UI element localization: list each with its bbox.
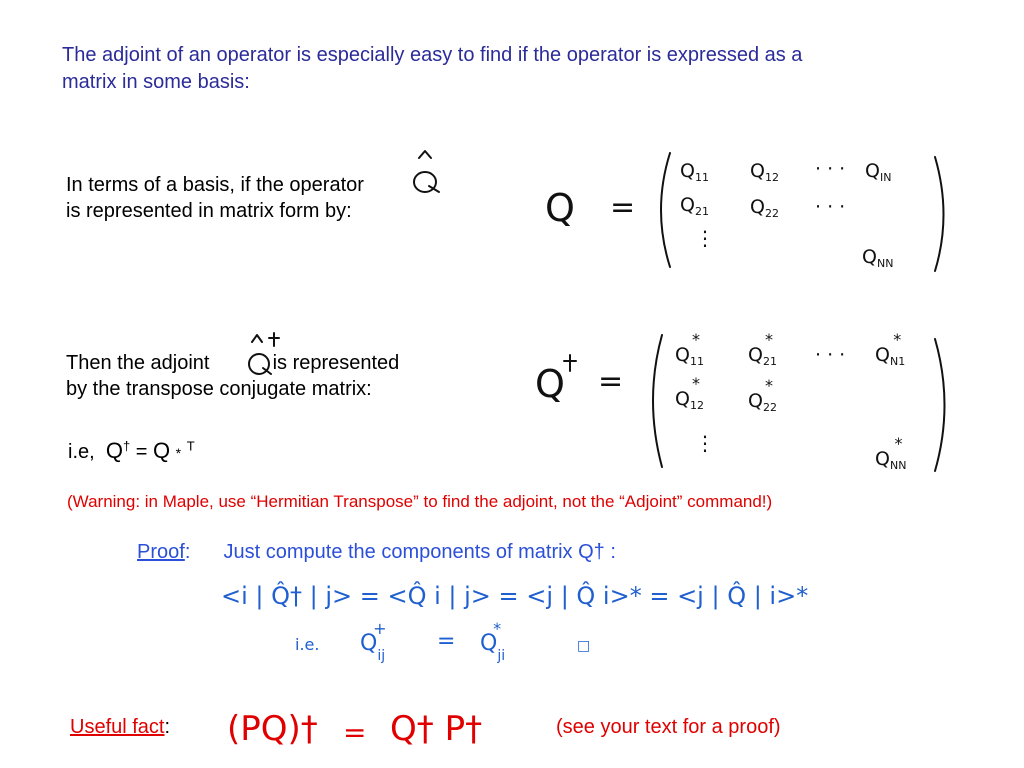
ie-transpose: T [186,438,195,454]
proof-equals: = [437,629,456,654]
entry-q22: $Q_{22}$ [750,196,779,220]
fact-equals: = [343,716,367,749]
entry-q11: $Q_{11}$ [680,160,709,184]
entry-q21: $Q_{21}$ [680,194,709,218]
entry-q21-star: $Q_{21}*$ [748,330,777,368]
proof-qdag-ij: $Q_{ij}+$ [360,619,387,664]
fact-lhs: (PQ)† [227,709,318,749]
entry-q12-star: $Q_{12}*$ [675,374,704,412]
ie-equation [68,438,195,464]
proof-label: Proof [137,541,185,563]
row2-dots: · · · [815,196,846,218]
ie-lhs: Q [105,438,123,463]
matrix-q [540,145,960,280]
ie-dagger: † [122,438,131,454]
ie-prefix: i.e, [68,441,95,463]
fact-rhs: Q† P† [390,709,483,749]
column-vdots: ⋮ [695,226,715,250]
q-hat-dagger-symbol [240,330,290,380]
matrix-qdag-symbol: Q [535,362,565,406]
matrix-q-dagger [530,325,960,480]
left-paren-dag [653,335,662,467]
ie-rhs: Q [152,438,171,463]
proof-handwriting [215,572,865,682]
basis-line-2: is represented in matrix form by: [66,200,352,222]
entry-q1n: $Q_{IN}$ [865,160,892,184]
see-text-note: (see your text for a proof) [556,716,781,738]
useful-fact-handwriting [225,680,485,760]
matrix-qdag-dagger [564,355,576,371]
row1-dag-dots: · · · [815,344,846,366]
proof-colon: : [184,541,191,563]
entry-qn1-star: $Q_{N1}*$ [875,330,906,368]
basis-text [66,172,364,224]
proof-text: Just compute the components of matrix Q† : [223,541,616,563]
left-paren [661,153,670,267]
entry-qnn-star: $Q_{NN}*$ [875,434,907,472]
right-paren [935,157,944,271]
right-paren-dag [935,339,945,471]
matrix-q-symbol: Q [545,186,575,230]
q-hat-operator-symbol [405,148,455,198]
ie-star: * [175,445,182,461]
ie-equals: = [135,441,148,463]
proof-ie-label: i.e. [295,635,320,654]
matrix-q-equals: = [610,190,636,225]
adjoint-line-1-start: Then the adjoint [66,352,210,374]
adjoint-line-2: by the transpose conjugate matrix: [66,378,372,400]
qed-symbol: □ [577,638,591,654]
entry-q12: $Q_{12}$ [750,160,779,184]
useful-fact [70,716,170,739]
maple-warning: (Warning: in Maple, use “Hermitian Transpose” to find the adjoint, not the “Adjoint” command!) [67,492,773,511]
intro-paragraph [62,42,962,96]
entry-qnn: $Q_{NN}$ [862,246,894,270]
matrix-qdag-equals: = [598,364,624,399]
proof-line [137,541,616,564]
intro-line-2: matrix in some basis: [62,71,250,93]
adjoint-line-1 [66,350,399,376]
proof-qstar-ji: $Q_{ji}*$ [480,619,506,664]
useful-fact-colon: : [164,716,171,738]
column-dag-vdots: ⋮ [695,431,715,455]
useful-fact-label: Useful fact [70,716,165,738]
row1-dots: · · · [815,158,846,180]
entry-q22-star: $Q_{22}*$ [748,376,777,414]
entry-q11-star: $Q_{11}*$ [675,330,704,368]
adjoint-line-1-end: is represented [272,352,400,374]
proof-identity-line: <i | Q̂† | j> = <Q̂ i | j> = <j | Q̂ i>* = <j | Q̂ | i>* [221,582,809,610]
adjoint-text [66,350,399,402]
basis-line-1: In terms of a basis, if the operator [66,174,364,196]
intro-line-1: The adjoint of an operator is especially easy to find if the operator is expressed as a [62,44,803,66]
